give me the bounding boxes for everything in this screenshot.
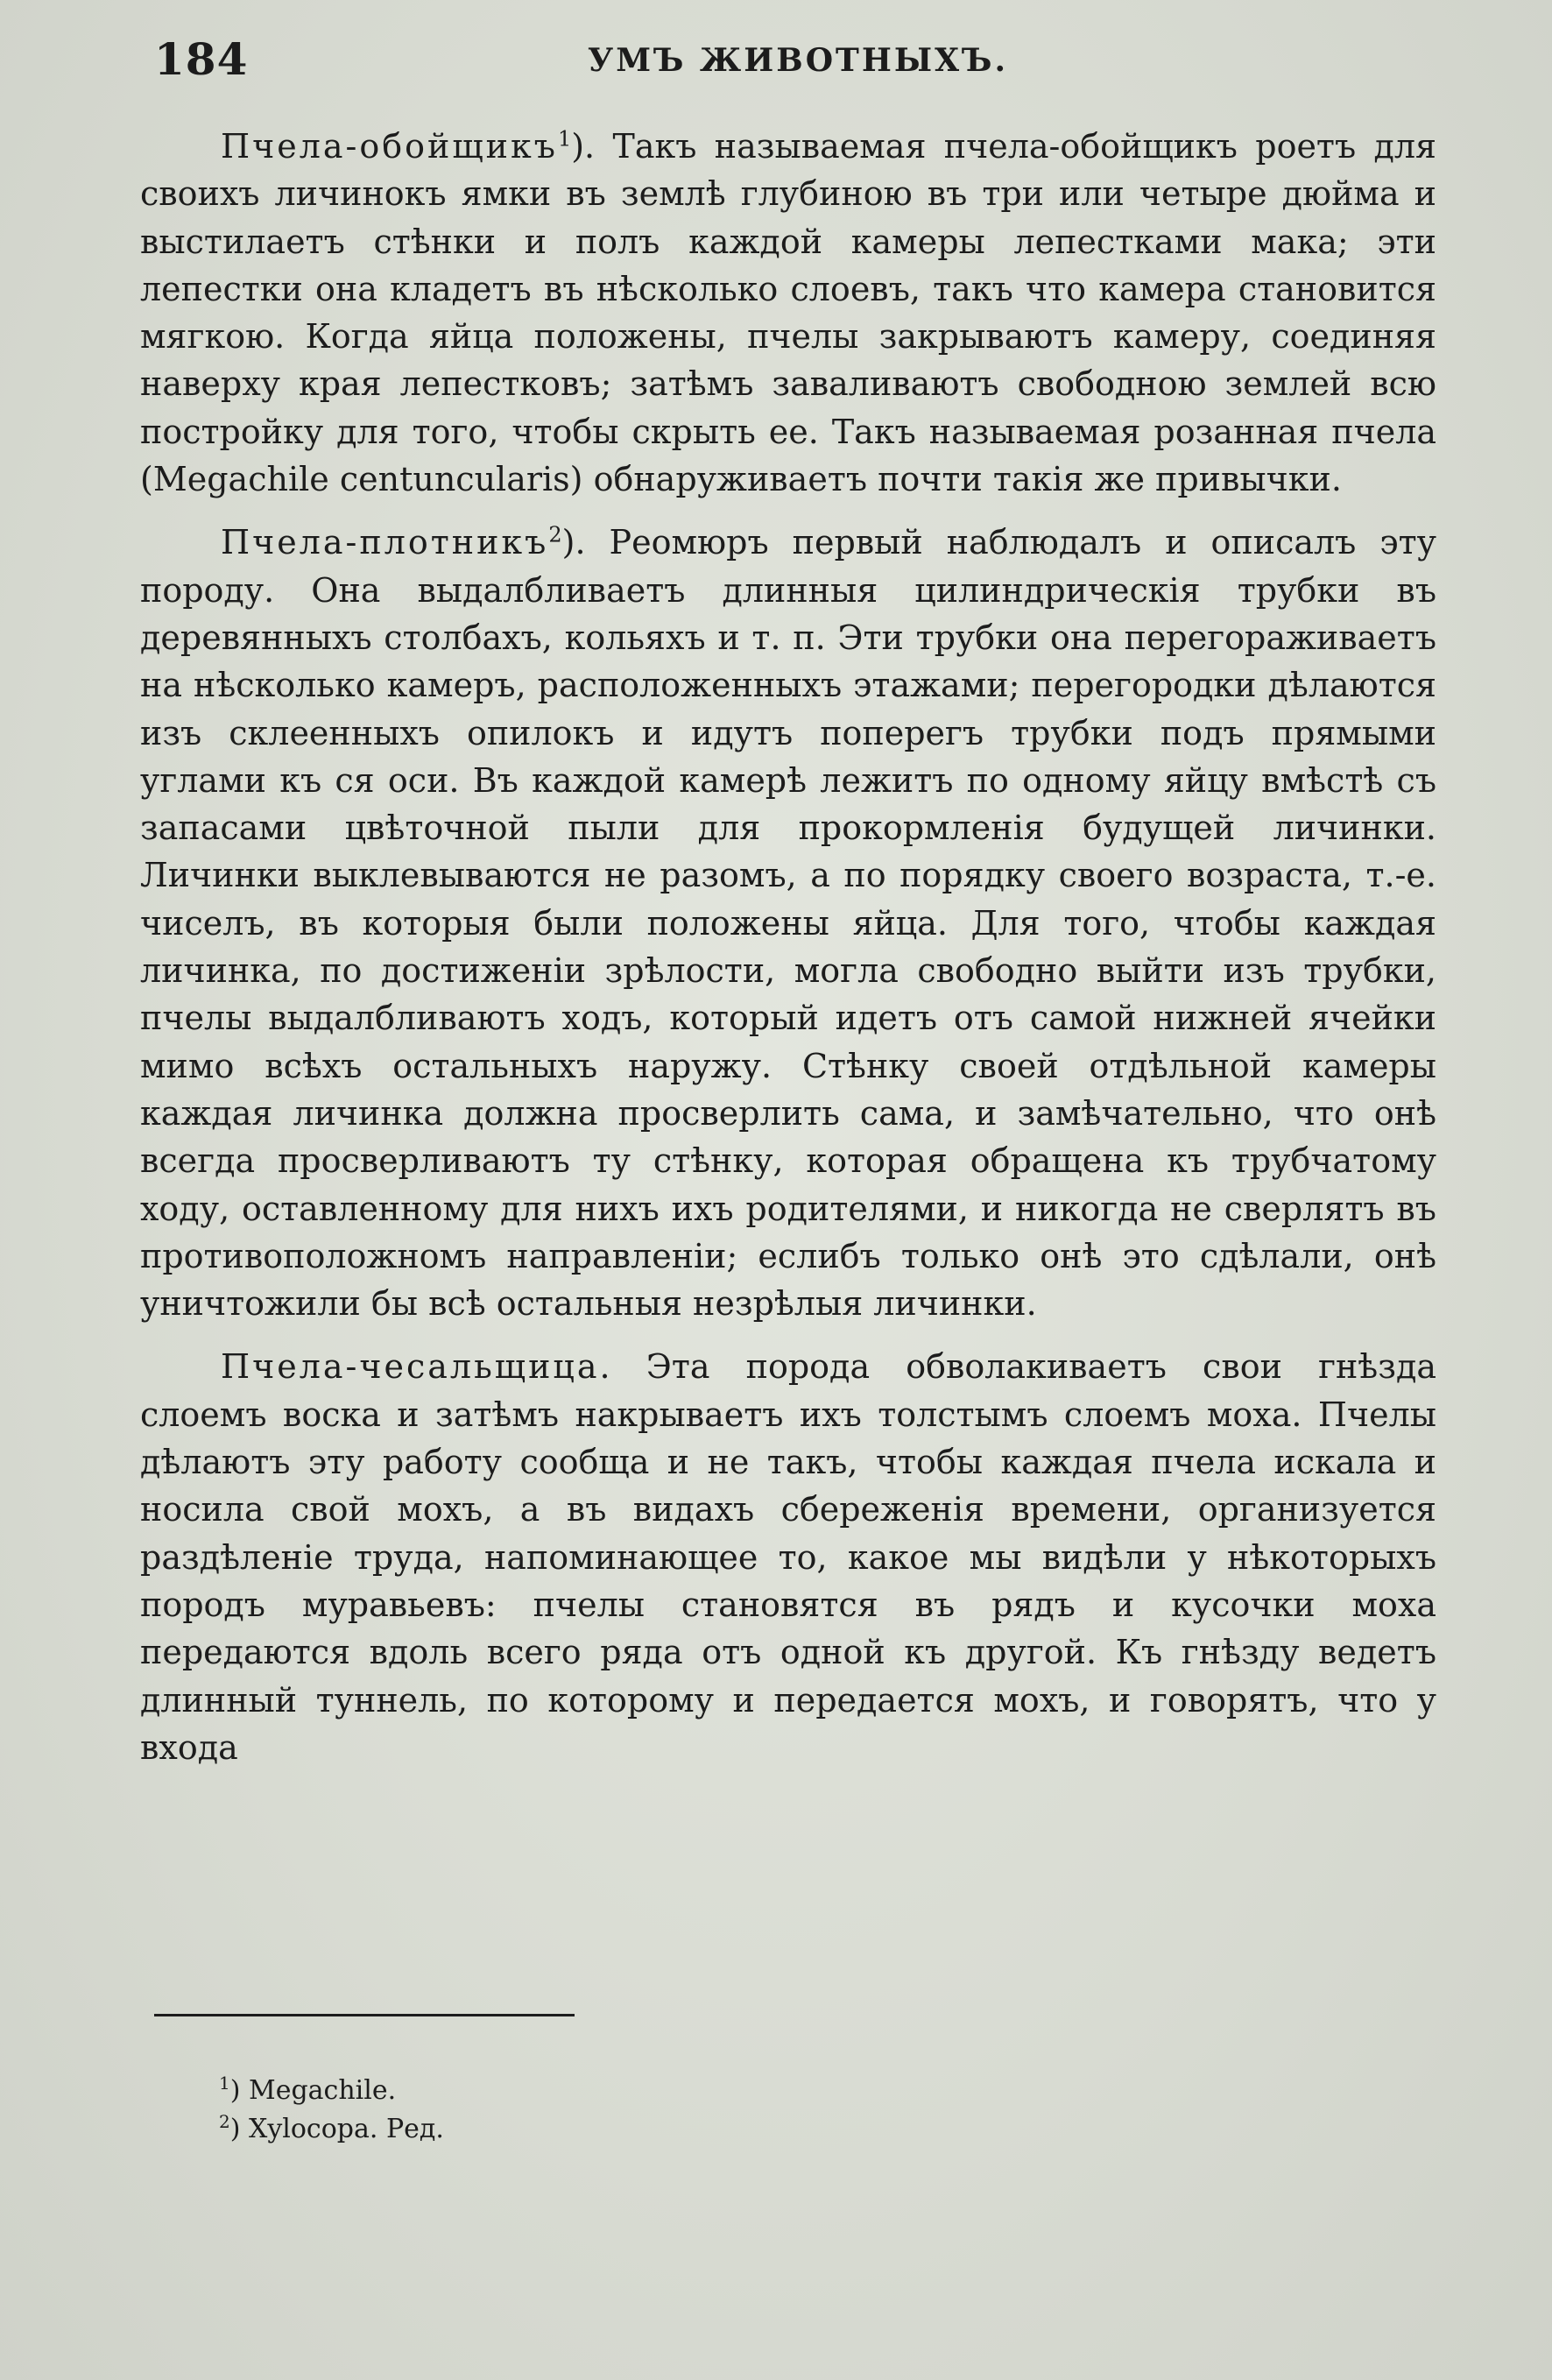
paragraph-carder-bee	[140, 1343, 1436, 1771]
paragraph-text: ). Реомюръ первый наблюдалъ и описалъ эту породу. Она выдалбливаетъ длинныя цилиндрическія трубки въ деревянныхъ столбахъ, кольяхъ и т. п. Эти трубки она перегораживаетъ на нѣсколько камеръ, расположенныхъ этажами; перегородки дѣлаются изъ склеенныхъ опилокъ и идутъ поперегъ трубки подъ прямыми углами къ ся оси. Въ каждой камерѣ лежитъ по одному яйцу вмѣстѣ съ запасами цвѣточной пыли для прокормленія будущей личинки. Личинки выклевываются не разомъ, а по порядку своего возраста, т.-е. чиселъ, въ которыя были положены яйца. Для того, чтобы каждая личинка, по достиженіи зрѣлости, могла свободно выйти изъ трубки, пчелы выдалбливаютъ ходъ, который идетъ отъ самой нижней ячейки мимо всѣхъ остальныхъ наружу. Стѣнку своей отдѣльной камеры каждая личинка должна просверлить сама, и замѣчательно, что онѣ всегда просверливаютъ ту стѣнку, которая обращена къ трубчатому ходу, оставленному для нихъ ихъ родителями, и никогда не сверлятъ въ противоположномъ направленіи; еслибъ только онѣ это сдѣлали, онѣ уничтожили бы всѣ остальныя незрѣлыя личинки.	[140, 523, 1436, 1324]
book-title: УМЪ ЖИВОТНЫХЪ.	[587, 42, 1009, 79]
footnote-divider	[154, 2014, 575, 2016]
footnote-ref: 2	[548, 522, 562, 547]
paragraph-heading: Пчела-чесальщица	[221, 1347, 600, 1387]
paragraph-carpenter-bee	[140, 519, 1436, 1327]
paragraph-text: ). Такъ называемая пчела-обойщикъ роетъ для своихъ личинокъ ямки въ землѣ глубиною въ три или четыре дюйма и выстилаетъ стѣнки и полъ каждой камеры лепестками мака; эти лепестки она кладетъ въ нѣсколько слоевъ, такъ что камера становится мягкою. Когда яйца положены, пчелы закрываютъ камеру, соединяя наверху края лепестковъ; затѣмъ заваливаютъ свободною землей всю постройку для того, чтобы скрыть ее. Такъ называемая розанная пчела (Megachile centuncularis) обнаруживаетъ почти такія же привычки.	[140, 127, 1436, 499]
body-text	[140, 123, 1436, 1787]
page-number: 184	[154, 33, 249, 85]
footnote-mark: 1	[219, 2073, 230, 2094]
footnote-2	[219, 2110, 1270, 2149]
paragraph-text: . Эта порода обволакиваетъ свои гнѣзда слоемъ воска и затѣмъ накрываетъ ихъ толстымъ слоемъ моха. Пчелы дѣлаютъ эту работу сообща и не такъ, чтобы каждая пчела искала и носила свой мохъ, а въ видахъ сбереженія времени, организуется раздѣленіе труда, напоминающее то, какое мы видѣли у нѣкоторыхъ породъ муравьевъ: пчелы становятся въ рядъ и кусочки моха передаются вдоль всего ряда отъ одной къ другой. Къ гнѣзду ведетъ длинный туннель, по которому и передается мохъ, и говорятъ, что у входа	[140, 1347, 1436, 1767]
paragraph-heading: Пчела-плотникъ	[221, 523, 549, 562]
footnote-text: ) Megachile.	[229, 2075, 397, 2106]
footnote-mark: 2	[219, 2111, 230, 2132]
paragraph-heading: Пчела-обойщикъ	[221, 127, 558, 166]
footnotes	[219, 2072, 1270, 2149]
footnote-ref: 1	[557, 126, 572, 152]
paragraph-leafcutter-bee	[140, 123, 1436, 503]
running-head	[154, 33, 1442, 86]
footnote-text: ) Xylocopa. Ред.	[229, 2114, 444, 2144]
footnote-1	[219, 2072, 1270, 2110]
